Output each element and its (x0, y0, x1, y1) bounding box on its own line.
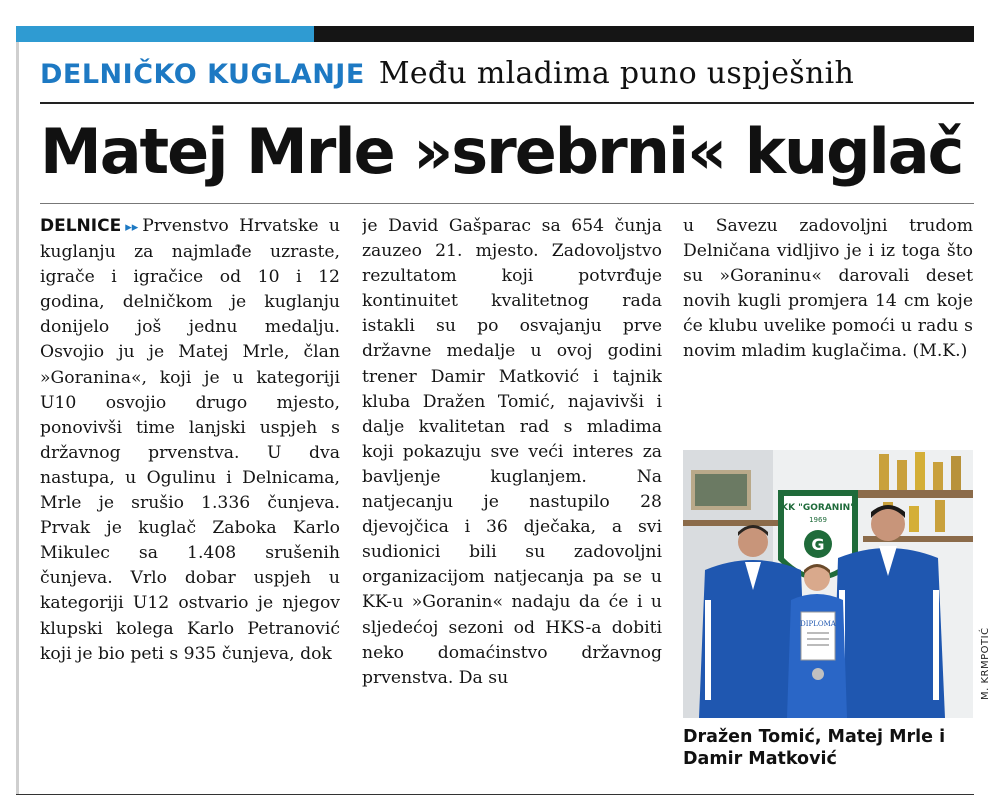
kicker-divider (40, 102, 974, 104)
section-kicker (40, 56, 854, 96)
section-label: DELNIČKO KUGLANJE (40, 59, 365, 90)
left-margin-rule (16, 26, 19, 794)
photo-illustration (683, 450, 973, 718)
article-column-3 (683, 214, 973, 436)
diploma-text: DIPLOMA (800, 620, 836, 628)
club-sign-letter: G (811, 535, 825, 554)
bottom-rule (16, 794, 974, 795)
club-sign-text: KK "GORANIN" (781, 503, 855, 513)
column-3-text: u Savezu zadovoljni trudom Delničana vidljivo je i iz toga što su »Goraninu« darovali deset novih kugli promjera 14 cm koje će klubu uvelike pomoći u radu s novim mladim kuglačima. (M.K.) (683, 216, 973, 362)
dateline: DELNICE (40, 216, 122, 236)
dateline-arrows-icon: ▸▸ (125, 220, 139, 235)
article-column-2 (362, 214, 662, 774)
article-column-1 (40, 214, 340, 774)
club-sign-year: 1969 (809, 516, 827, 524)
top-color-bar (16, 26, 974, 42)
top-bar-accent (16, 26, 314, 42)
section-subtitle: Među mladima puno uspješnih (378, 56, 855, 91)
photo-caption: Dražen Tomić, Matej Mrle i Damir Matković (683, 727, 946, 769)
photo-credit: M. KRMPOTIĆ (980, 627, 991, 700)
headline-divider (40, 203, 974, 204)
article-headline: Matej Mrle »srebrni« kuglač (40, 115, 963, 188)
column-1-text: Prvenstvo Hrvatske u kuglanju za najmlađe uzraste, igrače i igračice od 10 i 12 godina, delničkom je kuglanju donijelo još jednu medalju. Osvojio ju je Matej Mrle, član »Goranina«, koji je u kategoriji U10 osvojio drugo mjesto, ponovivši time lanjski uspjeh s državnog prvenstva. U dva nastupa, u Ogulinu i Delnicama, Mrle je srušio 1.336 čunjeva. Prvak je kuglač Zaboka Karlo Mikulec sa 1.408 srušenih čunjeva. Vrlo dobar uspjeh u kategoriji U12 ostvario je njegov klupski kolega Karlo Petranović koji je bio peti s 935 čunjeva, dok (40, 216, 340, 664)
article-photo (683, 450, 973, 718)
column-2-text: je David Gašparac sa 654 čunja zauzeo 21. mjesto. Zadovoljstvo rezultatom koji potvrđuje kontinuitet kvalitetnog rada istakli su po osvajanju prve državne medalje u ovoj godini trener Damir Matković i tajnik kluba Dražen Tomić, najavivši i dalje kvalitetan rad s mladima koji pokazuju sve veći interes za bavljenje kuglanjem. Na natjecanju je nastupilo 28 djevojčica i 36 dječaka, a svi sudionici bili su zadovoljni organizacijom natjecanja pa se u KK-u »Goranin« nadaju da će i u sljedećoj sezoni od HKS-a dobiti neko domaćinstvo državnog prvenstva. Da su (362, 216, 662, 688)
